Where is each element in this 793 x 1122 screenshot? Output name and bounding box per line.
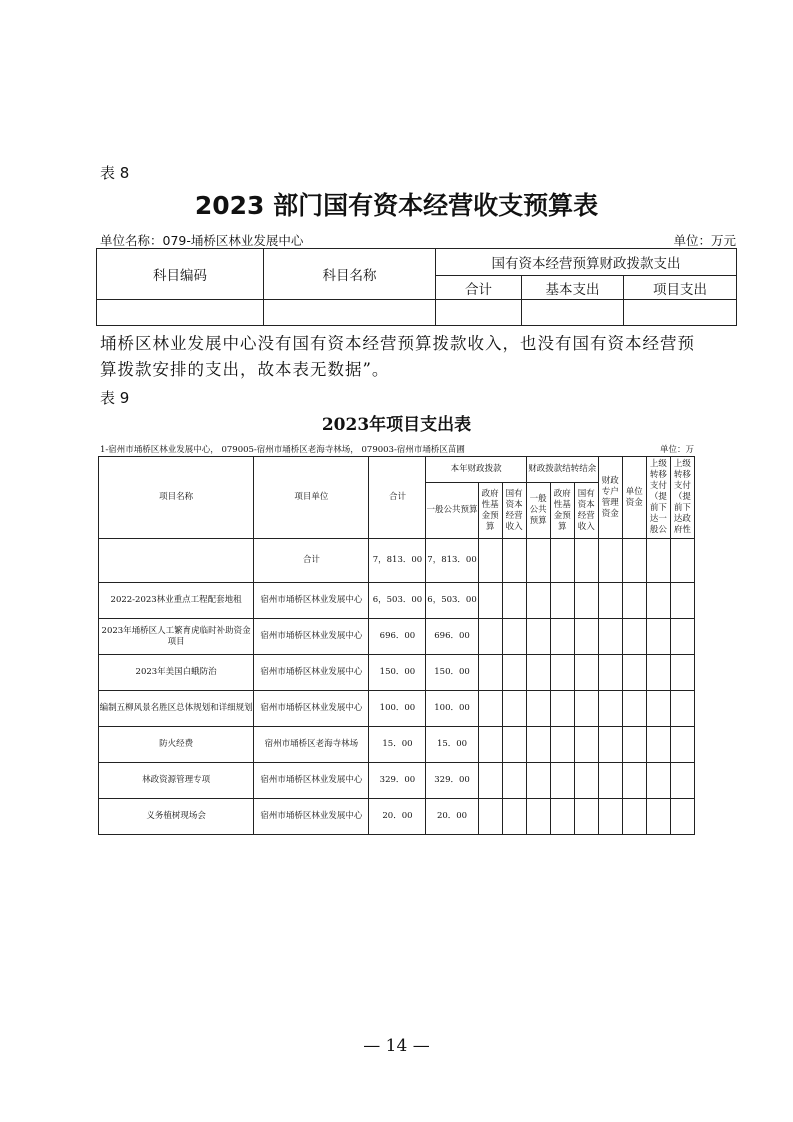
row-empty-cell bbox=[622, 691, 646, 727]
row-empty-cell bbox=[646, 655, 670, 691]
table8-label: 表 8 bbox=[100, 164, 130, 182]
row-empty-cell bbox=[526, 691, 550, 727]
row-empty-cell bbox=[502, 799, 526, 835]
row-empty-cell bbox=[574, 655, 598, 691]
row-empty-cell bbox=[574, 583, 598, 619]
table9-title: 2023年项目支出表 bbox=[321, 415, 472, 435]
row-empty-cell bbox=[574, 763, 598, 799]
row-empty-cell bbox=[598, 655, 622, 691]
row-empty-cell bbox=[550, 619, 574, 655]
row-empty-cell bbox=[646, 763, 670, 799]
table-row bbox=[99, 583, 695, 619]
row-empty-cell bbox=[550, 691, 574, 727]
row-empty-cell bbox=[502, 691, 526, 727]
row-gen-budget: 7，813．00 bbox=[426, 539, 478, 583]
t9-header-soe-capital-b: 国有资本经营收入 bbox=[574, 483, 598, 539]
table-row bbox=[99, 539, 695, 583]
row-project-name: 2022-2023林业重点工程配套地租 bbox=[99, 583, 254, 619]
row-empty-cell bbox=[550, 655, 574, 691]
row-empty-cell bbox=[598, 583, 622, 619]
row-total: 7，813．00 bbox=[369, 539, 426, 583]
page-number: — 14 — bbox=[363, 1036, 430, 1056]
t8-header-basic: 基本支出 bbox=[522, 276, 624, 300]
row-empty-cell bbox=[478, 763, 502, 799]
t9-header-gen-budget: 一般公共预算 bbox=[426, 483, 478, 539]
row-empty-cell bbox=[526, 583, 550, 619]
row-empty-cell bbox=[670, 727, 694, 763]
row-empty-cell bbox=[598, 691, 622, 727]
t9-header-gov-fund: 政府性基金预算 bbox=[478, 483, 502, 539]
row-project-unit: 宿州市埇桥区林业发展中心 bbox=[254, 799, 369, 835]
row-empty-cell bbox=[622, 727, 646, 763]
row-project-unit: 宿州市埇桥区林业发展中心 bbox=[254, 763, 369, 799]
t9-header-gov-fund-b: 政府性基金预算 bbox=[550, 483, 574, 539]
t9-header-carryover: 财政拨款结转结余 bbox=[526, 457, 598, 483]
t9-header-transfer-a: 上级转移支付（提前下达一般公 bbox=[646, 457, 670, 539]
table-row bbox=[99, 619, 695, 655]
row-empty-cell bbox=[622, 799, 646, 835]
row-empty-cell bbox=[670, 619, 694, 655]
t9-header-project-unit: 项目单位 bbox=[254, 457, 369, 539]
row-empty-cell bbox=[502, 763, 526, 799]
row-project-name: 林政资源管理专项 bbox=[99, 763, 254, 799]
row-empty-cell bbox=[598, 727, 622, 763]
row-project-unit: 合计 bbox=[254, 539, 369, 583]
t9-header-unit-fund: 单位资金 bbox=[622, 457, 646, 539]
row-gen-budget: 150．00 bbox=[426, 655, 478, 691]
row-empty-cell bbox=[574, 799, 598, 835]
table8 bbox=[96, 248, 737, 326]
row-project-name: 2023年美国白蛾防治 bbox=[99, 655, 254, 691]
row-empty-cell bbox=[598, 763, 622, 799]
row-empty-cell bbox=[478, 799, 502, 835]
row-empty-cell bbox=[478, 691, 502, 727]
row-empty-cell bbox=[550, 799, 574, 835]
row-empty-cell bbox=[646, 539, 670, 583]
row-project-name bbox=[99, 539, 254, 583]
row-total: 6，503．00 bbox=[369, 583, 426, 619]
t8-header-name: 科目名称 bbox=[264, 249, 436, 300]
table9 bbox=[98, 456, 695, 835]
row-total: 100．00 bbox=[369, 691, 426, 727]
row-empty-cell bbox=[478, 583, 502, 619]
row-gen-budget: 100．00 bbox=[426, 691, 478, 727]
row-empty-cell bbox=[574, 727, 598, 763]
row-empty-cell bbox=[502, 583, 526, 619]
row-empty-cell bbox=[526, 539, 550, 583]
row-total: 329．00 bbox=[369, 763, 426, 799]
row-empty-cell bbox=[670, 583, 694, 619]
table9-body bbox=[99, 539, 695, 835]
t9-header-project-name: 项目名称 bbox=[99, 457, 254, 539]
row-project-name: 防火经费 bbox=[99, 727, 254, 763]
row-empty-cell bbox=[646, 619, 670, 655]
row-empty-cell bbox=[550, 763, 574, 799]
t9-header-total: 合计 bbox=[369, 457, 426, 539]
t9-header-soe-capital: 国有资本经营收入 bbox=[502, 483, 526, 539]
row-empty-cell bbox=[502, 619, 526, 655]
row-empty-cell bbox=[670, 539, 694, 583]
row-empty-cell bbox=[526, 799, 550, 835]
row-empty-cell bbox=[526, 727, 550, 763]
row-empty-cell bbox=[550, 583, 574, 619]
row-empty-cell bbox=[622, 763, 646, 799]
row-project-unit: 宿州市埇桥区林业发展中心 bbox=[254, 691, 369, 727]
row-total: 150．00 bbox=[369, 655, 426, 691]
t9-header-special-fund: 财政专户管理资金 bbox=[598, 457, 622, 539]
row-empty-cell bbox=[670, 655, 694, 691]
table-row bbox=[99, 655, 695, 691]
t8-header-project: 项目支出 bbox=[624, 276, 737, 300]
table-row bbox=[99, 763, 695, 799]
t8-empty-cell bbox=[436, 300, 522, 326]
row-empty-cell bbox=[646, 583, 670, 619]
table9-header-units: 1-宿州市埇桥区林业发展中心， 079005-宿州市埇桥区老海寺林场， 079003-宿州市埇桥区苗圃 bbox=[100, 445, 465, 455]
t9-header-transfer-b: 上级转移支付（提前下达政府性 bbox=[670, 457, 694, 539]
row-empty-cell bbox=[646, 799, 670, 835]
row-empty-cell bbox=[502, 539, 526, 583]
row-gen-budget: 20．00 bbox=[426, 799, 478, 835]
row-gen-budget: 6，503．00 bbox=[426, 583, 478, 619]
table9-unit: 单位：万 bbox=[660, 445, 695, 455]
t9-header-current-year: 本年财政拨款 bbox=[426, 457, 526, 483]
table8-unit: 单位：万元 bbox=[673, 233, 736, 248]
row-empty-cell bbox=[526, 655, 550, 691]
row-empty-cell bbox=[574, 619, 598, 655]
row-project-name: 2023年埇桥区人工繁育虎临时补助资金项目 bbox=[99, 619, 254, 655]
table9-label: 表 9 bbox=[100, 389, 130, 407]
row-empty-cell bbox=[670, 799, 694, 835]
t9-header-gen-budget-short: 一般公共预算 bbox=[526, 483, 550, 539]
t8-empty-cell bbox=[624, 300, 737, 326]
row-empty-cell bbox=[598, 799, 622, 835]
t8-header-group: 国有资本经营预算财政拨款支出 bbox=[436, 249, 737, 276]
row-empty-cell bbox=[526, 763, 550, 799]
row-gen-budget: 15．00 bbox=[426, 727, 478, 763]
row-total: 20．00 bbox=[369, 799, 426, 835]
row-empty-cell bbox=[598, 619, 622, 655]
t8-empty-cell bbox=[522, 300, 624, 326]
row-empty-cell bbox=[502, 655, 526, 691]
table8-note: 埇桥区林业发展中心没有国有资本经营预算拨款收入，也没有国有资本经营预算拨款安排的支出，故本表无数据”。 bbox=[100, 334, 695, 379]
row-empty-cell bbox=[622, 619, 646, 655]
row-empty-cell bbox=[646, 691, 670, 727]
row-project-name: 义务植树现场会 bbox=[99, 799, 254, 835]
row-empty-cell bbox=[622, 655, 646, 691]
row-empty-cell bbox=[478, 727, 502, 763]
row-project-unit: 宿州市埇桥区老海寺林场 bbox=[254, 727, 369, 763]
row-empty-cell bbox=[574, 691, 598, 727]
row-gen-budget: 696．00 bbox=[426, 619, 478, 655]
row-empty-cell bbox=[550, 727, 574, 763]
table-row bbox=[99, 691, 695, 727]
row-empty-cell bbox=[598, 539, 622, 583]
row-empty-cell bbox=[502, 727, 526, 763]
table8-unit-name: 单位名称：079-埇桥区林业发展中心 bbox=[100, 233, 304, 248]
t8-empty-cell bbox=[97, 300, 264, 326]
table-row bbox=[99, 799, 695, 835]
row-empty-cell bbox=[670, 691, 694, 727]
row-empty-cell bbox=[646, 727, 670, 763]
t8-header-total: 合计 bbox=[436, 276, 522, 300]
row-total: 696．00 bbox=[369, 619, 426, 655]
table-row bbox=[99, 727, 695, 763]
row-project-unit: 宿州市埇桥区林业发展中心 bbox=[254, 655, 369, 691]
row-total: 15．00 bbox=[369, 727, 426, 763]
row-empty-cell bbox=[574, 539, 598, 583]
row-empty-cell bbox=[478, 619, 502, 655]
row-empty-cell bbox=[526, 619, 550, 655]
t8-header-code: 科目编码 bbox=[97, 249, 264, 300]
row-gen-budget: 329．00 bbox=[426, 763, 478, 799]
t8-empty-cell bbox=[264, 300, 436, 326]
row-empty-cell bbox=[622, 539, 646, 583]
row-empty-cell bbox=[622, 583, 646, 619]
row-empty-cell bbox=[670, 763, 694, 799]
row-project-name: 编制五柳风景名胜区总体规划和详细规划 bbox=[99, 691, 254, 727]
row-project-unit: 宿州市埇桥区林业发展中心 bbox=[254, 583, 369, 619]
row-empty-cell bbox=[478, 539, 502, 583]
table8-title: 2023 部门国有资本经营收支预算表 bbox=[194, 191, 599, 220]
row-empty-cell bbox=[550, 539, 574, 583]
row-empty-cell bbox=[478, 655, 502, 691]
row-project-unit: 宿州市埇桥区林业发展中心 bbox=[254, 619, 369, 655]
